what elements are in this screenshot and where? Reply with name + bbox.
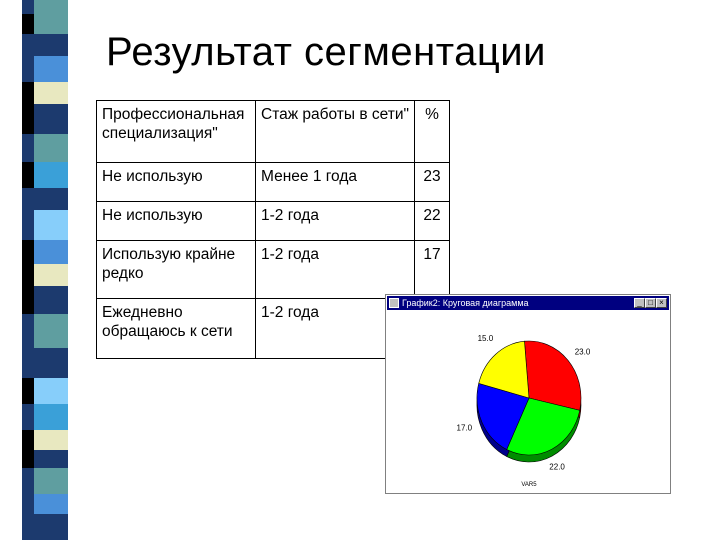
stripe-block — [34, 0, 68, 14]
table-cell: Не использую — [97, 202, 256, 241]
stripe-block — [34, 494, 68, 514]
pie-slice-label: 15.0 — [477, 333, 494, 343]
table-row — [97, 163, 450, 202]
table-header-cell: % — [415, 101, 450, 163]
stripe-block — [34, 14, 68, 34]
table-header-cell: Стаж работы в сети" — [256, 101, 415, 163]
table-cell: 1-2 года — [256, 202, 415, 241]
table-cell: Ежедневно обращаюсь к сети — [97, 299, 256, 359]
stripe-block — [34, 240, 68, 264]
stripe-block — [34, 264, 68, 286]
pie-slice-label: 22.0 — [549, 462, 565, 472]
stripe-block — [34, 348, 68, 378]
pie-slice-label: 17.0 — [456, 423, 473, 433]
table-row — [97, 241, 450, 299]
table-header-row — [97, 101, 450, 163]
stripe-block — [34, 314, 68, 348]
table-cell: 22 — [415, 202, 450, 241]
stripe-block — [34, 104, 68, 134]
table-header-cell: Профессиональная специализация" — [97, 101, 256, 163]
stripe-block — [34, 378, 68, 404]
table-cell: Не использую — [97, 163, 256, 202]
table-cell: 17 — [415, 241, 450, 299]
stripe-block — [34, 34, 68, 56]
pie-chart — [386, 295, 670, 493]
stripe-block — [34, 134, 68, 162]
stripe-block — [34, 188, 68, 210]
table-row — [97, 202, 450, 241]
chart-window — [385, 294, 671, 494]
stripe-block — [34, 162, 68, 188]
stripe-block — [34, 82, 68, 104]
stripe-block — [34, 56, 68, 82]
table-cell: Использую крайне редко — [97, 241, 256, 299]
table-cell: 1-2 года — [256, 299, 415, 359]
chart-window-title: График2: Круговая диаграмма — [402, 298, 529, 308]
stripe-block — [34, 404, 68, 430]
decorative-stripe-bar — [22, 0, 68, 540]
slide-title: Результат сегментации — [106, 30, 546, 74]
stripe-block — [34, 210, 68, 240]
table-cell: 23 — [415, 163, 450, 202]
table-cell: 1-2 года — [256, 241, 415, 299]
stripe-block — [34, 430, 68, 450]
stripe-block — [34, 450, 68, 468]
minimize-icon: _ — [637, 298, 642, 307]
table-cell: Менее 1 года — [256, 163, 415, 202]
chart-x-label: VAR5 — [521, 482, 537, 488]
stripe-block — [34, 286, 68, 314]
stripe-block — [34, 468, 68, 494]
pie-slice-label: 23.0 — [574, 347, 591, 357]
close-icon: × — [659, 298, 664, 307]
maximize-icon: □ — [648, 298, 653, 307]
